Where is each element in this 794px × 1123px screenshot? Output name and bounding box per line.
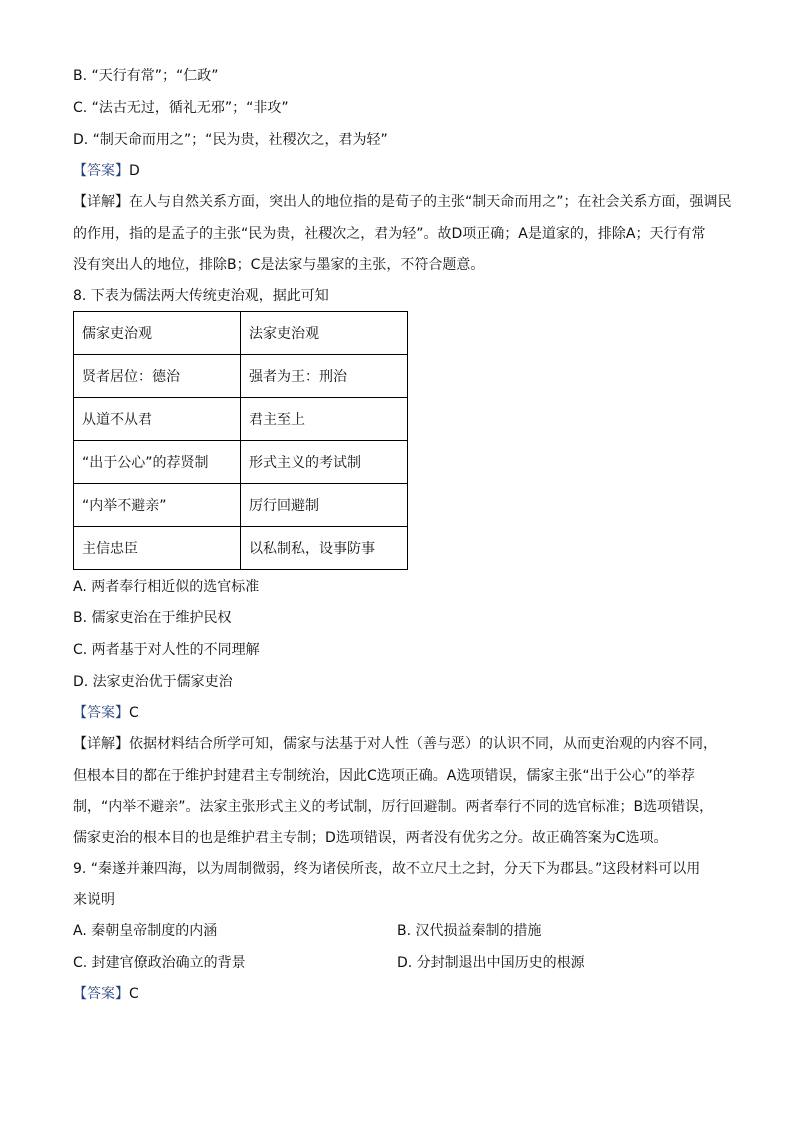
- q8-answer: [73, 703, 139, 723]
- table-row: [74, 441, 408, 484]
- q7-answer: [73, 161, 140, 181]
- table-cell: 强者为王：刑治: [241, 355, 408, 398]
- table-cell: 贤者居位：德治: [74, 355, 241, 398]
- q7-option-d: D. “制天命而用之”；“民为贵，社稷次之，君为轻”: [73, 132, 388, 148]
- table-cell: 以私制私，设事防事: [241, 527, 408, 570]
- q7-option-b: B. “天行有常”；“仁政”: [73, 68, 219, 84]
- table-row: [74, 398, 408, 441]
- q9-stem-line-2: 来说明: [73, 892, 115, 908]
- q8-stem: 8. 下表为儒法两大传统吏治观，据此可知: [73, 288, 329, 304]
- comparison-table: [73, 311, 408, 570]
- answer-tag: 【答案】: [73, 986, 129, 1002]
- answer-value: D: [129, 163, 140, 179]
- table-row: [74, 355, 408, 398]
- q9-option-a: A. 秦朝皇帝制度的内涵: [73, 923, 218, 939]
- answer-value: C: [129, 986, 139, 1002]
- table-cell: “内举不避亲”: [74, 484, 241, 527]
- q7-detail-line-3: 没有突出人的地位，排除B；C是法家与墨家的主张，不符合题意。: [73, 257, 485, 273]
- table-cell: 法家吏治观: [241, 312, 408, 355]
- q7-detail-line-2: 的作用，指的是孟子的主张“民为贵，社稷次之，君为轻”。故D项正确；A是道家的，排除A；天行有常: [73, 226, 706, 242]
- detail-text: 依据材料结合所学可知，儒家与法基于对人性（善与恶）的认识不同，从而吏治观的内容不同，: [129, 736, 717, 752]
- q7-detail-line-1: [73, 192, 732, 212]
- q8-option-a: A. 两者奉行相近似的选官标准: [73, 579, 260, 595]
- q9-option-c: C. 封建官僚政治确立的背景: [73, 955, 246, 971]
- q8-detail-line-2: 但根本目的都在于维护封建君主专制统治，因此C选项正确。A选项错误，儒家主张“出于公心”的举荐: [73, 768, 695, 784]
- q9-option-b: B. 汉代损益秦制的措施: [397, 923, 542, 939]
- table-cell: 主信忠臣: [74, 527, 241, 570]
- table-cell: 儒家吏治观: [74, 312, 241, 355]
- detail-tag: 【详解】: [73, 736, 129, 752]
- table-cell: 形式主义的考试制: [241, 441, 408, 484]
- q8-option-c: C. 两者基于对人性的不同理解: [73, 642, 260, 658]
- table-cell: 厉行回避制: [241, 484, 408, 527]
- q9-answer: [73, 984, 139, 1004]
- answer-tag: 【答案】: [73, 705, 129, 721]
- table-row: [74, 484, 408, 527]
- detail-tag: 【详解】: [73, 194, 129, 210]
- detail-text: 在人与自然关系方面，突出人的地位指的是荀子的主张“制天命而用之”；在社会关系方面，强调民: [129, 194, 732, 210]
- q8-detail-line-3: 制，“内举不避亲”。法家主张形式主义的考试制，厉行回避制。两者奉行不同的选官标准；B选项错误，: [73, 799, 714, 815]
- table-row: [74, 312, 408, 355]
- table-cell: 君主至上: [241, 398, 408, 441]
- table-cell: 从道不从君: [74, 398, 241, 441]
- q7-option-c: C. “法古无过，循礼无邪”；“非攻”: [73, 100, 289, 116]
- answer-tag: 【答案】: [73, 163, 129, 179]
- q9-stem-line-1: 9. “秦遂并兼四海，以为周制微弱，终为诸侯所丧，故不立尺土之封，分天下为郡县。”这段材料可以用: [73, 861, 701, 877]
- q8-detail-line-1: [73, 734, 717, 754]
- answer-value: C: [129, 705, 139, 721]
- q8-detail-line-4: 儒家吏治的根本目的也是维护君主专制；D选项错误，两者没有优劣之分。故正确答案为C选项。: [73, 830, 668, 846]
- q8-option-d: D. 法家吏治优于儒家吏治: [73, 674, 233, 690]
- q9-option-d: D. 分封制退出中国历史的根源: [397, 955, 585, 971]
- table-row: [74, 527, 408, 570]
- q8-option-b: B. 儒家吏治在于维护民权: [73, 610, 232, 626]
- table-cell: “出于公心”的荐贤制: [74, 441, 241, 484]
